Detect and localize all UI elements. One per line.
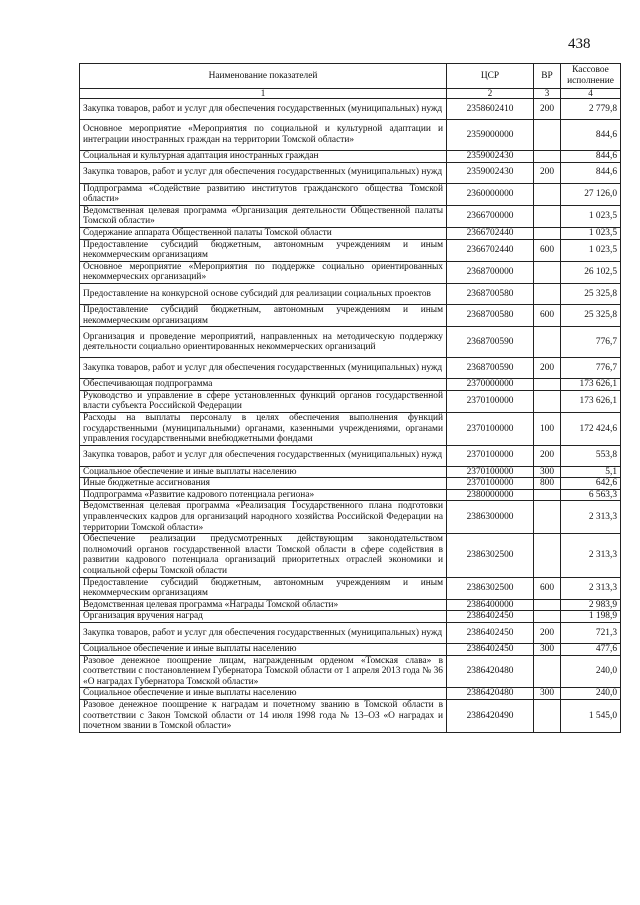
row-vr-code: [534, 151, 561, 163]
table-row: [80, 183, 621, 205]
row-vr-code: 300: [534, 688, 561, 700]
row-name: Основное мероприятие «Мероприятия по социальной и культурной адаптации и интеграции иностранных граждан на территории Томской области»: [80, 120, 447, 151]
row-amount: 173 626,1: [561, 379, 621, 391]
row-amount: 1 023,5: [561, 239, 621, 261]
row-csr-code: 2368700580: [447, 304, 534, 326]
table-row: [80, 379, 621, 391]
table-row: [80, 644, 621, 656]
column-number-3: 3: [534, 89, 561, 99]
row-csr-code: 2360000000: [447, 183, 534, 205]
row-name: Разовое денежное поощрение лицам, награжденным орденом «Томская слава» в соответствии с постановлением Губернатора Томской области от 1 апреля 2013 года № 36 «О наградах Губернатора Томской области»: [80, 655, 447, 688]
table-row: [80, 304, 621, 326]
row-name: Предоставление субсидий бюджетным, автономным учреждениям и иным некоммерческим организациям: [80, 239, 447, 261]
row-name: Ведомственная целевая программа «Награды Томской области»: [80, 599, 447, 611]
row-csr-code: 2370100000: [447, 445, 534, 466]
row-csr-code: 2359002430: [447, 162, 534, 183]
table-body: [80, 99, 621, 733]
row-amount: 1 023,5: [561, 227, 621, 239]
row-name: Основное мероприятие «Мероприятия по поддержке социально ориентированных некоммерческих организаций»: [80, 261, 447, 283]
row-amount: 1 545,0: [561, 699, 621, 732]
row-csr-code: 2368700590: [447, 358, 534, 379]
row-name: Закупка товаров, работ и услуг для обеспечения государственных (муниципальных) нужд: [80, 99, 447, 120]
table-row: [80, 501, 621, 534]
row-name: Организация вручения наград: [80, 611, 447, 623]
row-csr-code: 2359000000: [447, 120, 534, 151]
row-vr-code: [534, 261, 561, 283]
page-number: 438: [568, 36, 591, 52]
row-vr-code: [534, 379, 561, 391]
table-header-row: [80, 64, 621, 89]
row-vr-code: [534, 327, 561, 358]
row-name: Предоставление на конкурсной основе субсидий для реализации социальных проектов: [80, 283, 447, 304]
table-row: [80, 205, 621, 227]
row-amount: 1 023,5: [561, 205, 621, 227]
table-row: [80, 577, 621, 599]
row-name: Подпрограмма «Содействие развитию институтов гражданского общества Томской области»: [80, 183, 447, 205]
row-vr-code: [534, 611, 561, 623]
header-csr: ЦСР: [447, 64, 534, 89]
row-name: Руководство и управление в сфере установленных функций органов государственной власти субъекта Российской Федерации: [80, 390, 447, 412]
table-row: [80, 327, 621, 358]
row-amount: 844,6: [561, 120, 621, 151]
row-csr-code: 2386302500: [447, 534, 534, 577]
row-amount: 2 983,9: [561, 599, 621, 611]
row-amount: 240,0: [561, 688, 621, 700]
row-csr-code: 2370100000: [447, 390, 534, 412]
table-row: [80, 699, 621, 732]
row-csr-code: 2366700000: [447, 205, 534, 227]
table-row: [80, 227, 621, 239]
table-row: [80, 390, 621, 412]
row-vr-code: 200: [534, 162, 561, 183]
row-vr-code: 300: [534, 466, 561, 478]
row-amount: 26 102,5: [561, 261, 621, 283]
row-name: Социальная и культурная адаптация иностранных граждан: [80, 151, 447, 163]
row-name: Организация и проведение мероприятий, направленных на методическую поддержку деятельности социально ориентированных некоммерческих организаций: [80, 327, 447, 358]
column-number-4: 4: [561, 89, 621, 99]
row-name: Социальное обеспечение и иные выплаты населению: [80, 644, 447, 656]
row-csr-code: 2370100000: [447, 478, 534, 490]
row-amount: 27 126,0: [561, 183, 621, 205]
header-name: Наименование показателей: [80, 64, 447, 89]
row-amount: 2 313,3: [561, 577, 621, 599]
row-name: Предоставление субсидий бюджетным, автономным учреждениям и иным некоммерческим организациям: [80, 304, 447, 326]
row-amount: 172 424,6: [561, 412, 621, 445]
header-execution: Кассовое исполнение: [561, 64, 621, 89]
row-csr-code: 2380000000: [447, 489, 534, 501]
row-vr-code: [534, 655, 561, 688]
table-row: [80, 283, 621, 304]
column-number-row: [80, 89, 621, 99]
row-csr-code: 2370100000: [447, 412, 534, 445]
row-vr-code: [534, 283, 561, 304]
row-name: Социальное обеспечение и иные выплаты населению: [80, 466, 447, 478]
table-row: [80, 151, 621, 163]
row-csr-code: 2386302500: [447, 577, 534, 599]
table-row: [80, 688, 621, 700]
row-amount: 776,7: [561, 327, 621, 358]
row-amount: 1 198,9: [561, 611, 621, 623]
table-row: [80, 162, 621, 183]
row-name: Расходы на выплаты персоналу в целях обеспечения выполнения функций государственными (муниципальными) органами, казенными учреждениями, органами управления государственными внебюджетными фондами: [80, 412, 447, 445]
table-row: [80, 489, 621, 501]
table-row: [80, 120, 621, 151]
row-csr-code: 2368700580: [447, 283, 534, 304]
row-amount: 844,6: [561, 162, 621, 183]
row-vr-code: 200: [534, 358, 561, 379]
row-vr-code: [534, 489, 561, 501]
table-row: [80, 261, 621, 283]
row-vr-code: 200: [534, 445, 561, 466]
row-vr-code: 600: [534, 239, 561, 261]
table-row: [80, 466, 621, 478]
row-vr-code: [534, 501, 561, 534]
row-amount: 776,7: [561, 358, 621, 379]
row-vr-code: [534, 227, 561, 239]
row-name: Содержание аппарата Общественной палаты Томской области: [80, 227, 447, 239]
table-row: [80, 478, 621, 490]
row-csr-code: 2370100000: [447, 466, 534, 478]
row-amount: 2 779,8: [561, 99, 621, 120]
row-csr-code: 2386300000: [447, 501, 534, 534]
header-vr: ВР: [534, 64, 561, 89]
row-amount: 25 325,8: [561, 304, 621, 326]
row-vr-code: 800: [534, 478, 561, 490]
row-amount: 553,8: [561, 445, 621, 466]
table-row: [80, 599, 621, 611]
row-csr-code: 2386420480: [447, 655, 534, 688]
row-name: Подпрограмма «Развитие кадрового потенциала региона»: [80, 489, 447, 501]
row-name: Обеспечение реализации предусмотренных действующим законодательством полномочий органов государственной власти Томской области в сфере содействия в развитии кадрового потенциала организаций приоритетных отраслей экономики и социальной сферы Томской области: [80, 534, 447, 577]
row-csr-code: 2368700000: [447, 261, 534, 283]
column-number-2: 2: [447, 89, 534, 99]
row-vr-code: [534, 183, 561, 205]
row-csr-code: 2386420480: [447, 688, 534, 700]
row-vr-code: [534, 534, 561, 577]
row-amount: 25 325,8: [561, 283, 621, 304]
row-amount: 173 626,1: [561, 390, 621, 412]
row-vr-code: [534, 390, 561, 412]
row-vr-code: 200: [534, 623, 561, 644]
row-amount: 844,6: [561, 151, 621, 163]
column-number-1: 1: [80, 89, 447, 99]
row-amount: 2 313,3: [561, 534, 621, 577]
row-name: Закупка товаров, работ и услуг для обеспечения государственных (муниципальных) нужд: [80, 162, 447, 183]
row-vr-code: [534, 120, 561, 151]
row-name: Ведомственная целевая программа «Реализация Государственного плана подготовки управленческих кадров для организаций народного хозяйства Российской Федерации на территории Томской области»: [80, 501, 447, 534]
table-row: [80, 445, 621, 466]
table-row: [80, 358, 621, 379]
table-row: [80, 534, 621, 577]
row-csr-code: 2386402450: [447, 623, 534, 644]
row-csr-code: 2386420490: [447, 699, 534, 732]
table-row: [80, 611, 621, 623]
row-vr-code: [534, 205, 561, 227]
row-csr-code: 2370000000: [447, 379, 534, 391]
row-name: Иные бюджетные ассигнования: [80, 478, 447, 490]
row-amount: 240,0: [561, 655, 621, 688]
row-csr-code: 2359002430: [447, 151, 534, 163]
row-name: Разовое денежное поощрение к наградам и почетному званию в Томской области в соответствии с Закон Томской области от 14 июля 1998 года № 13–ОЗ «О наградах и почетном звании в Томской области»: [80, 699, 447, 732]
row-amount: 642,6: [561, 478, 621, 490]
table-row: [80, 99, 621, 120]
row-csr-code: 2386402450: [447, 611, 534, 623]
row-amount: 5,1: [561, 466, 621, 478]
row-amount: 2 313,3: [561, 501, 621, 534]
row-vr-code: 300: [534, 644, 561, 656]
row-amount: 721,3: [561, 623, 621, 644]
table-row: [80, 655, 621, 688]
row-name: Социальное обеспечение и иные выплаты населению: [80, 688, 447, 700]
row-csr-code: 2386400000: [447, 599, 534, 611]
row-name: Предоставление субсидий бюджетным, автономным учреждениям и иным некоммерческим организациям: [80, 577, 447, 599]
table-row: [80, 239, 621, 261]
row-vr-code: [534, 599, 561, 611]
row-csr-code: 2358602410: [447, 99, 534, 120]
row-csr-code: 2366702440: [447, 239, 534, 261]
row-amount: 477,6: [561, 644, 621, 656]
row-name: Ведомственная целевая программа «Организация деятельности Общественной палаты Томской области»: [80, 205, 447, 227]
row-vr-code: [534, 699, 561, 732]
row-vr-code: 100: [534, 412, 561, 445]
row-vr-code: 600: [534, 577, 561, 599]
table-row: [80, 623, 621, 644]
row-name: Закупка товаров, работ и услуг для обеспечения государственных (муниципальных) нужд: [80, 623, 447, 644]
row-csr-code: 2366702440: [447, 227, 534, 239]
row-amount: 6 563,3: [561, 489, 621, 501]
row-vr-code: 600: [534, 304, 561, 326]
row-name: Закупка товаров, работ и услуг для обеспечения государственных (муниципальных) нужд: [80, 358, 447, 379]
row-csr-code: 2368700590: [447, 327, 534, 358]
table-row: [80, 412, 621, 445]
row-vr-code: 200: [534, 99, 561, 120]
row-csr-code: 2386402450: [447, 644, 534, 656]
row-name: Обеспечивающая подпрограмма: [80, 379, 447, 391]
budget-execution-table: [79, 63, 621, 733]
row-name: Закупка товаров, работ и услуг для обеспечения государственных (муниципальных) нужд: [80, 445, 447, 466]
